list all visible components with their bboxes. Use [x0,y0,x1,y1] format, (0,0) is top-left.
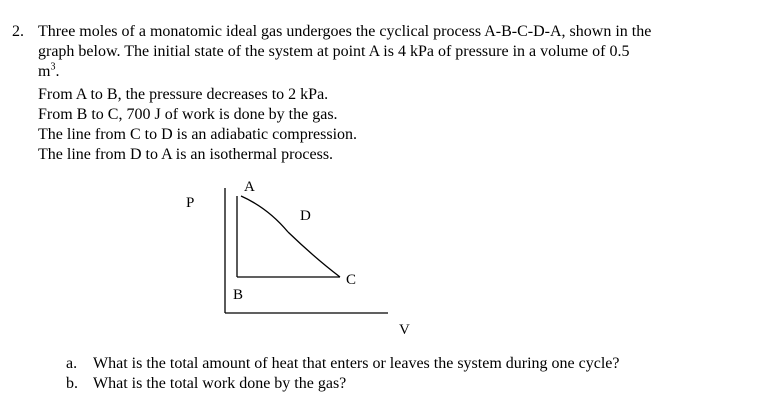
axis-label-v: V [399,322,410,338]
axis-label-p: P [186,195,195,211]
unit-m: m [38,63,51,80]
statement-cd: The line from C to D is an adiabatic compression. [38,126,358,143]
point-label-b: B [233,287,244,303]
question-a-text: What is the total amount of heat that enters or leaves the system during one cycle? [93,355,620,372]
intro-line-2: graph below. The initial state of the system at point A is 4 kPa of pressure in a volume of 0.5 [38,43,630,60]
statement-bc: From B to C, 700 J of work is done by the gas. [38,106,338,123]
path-da [241,196,288,232]
point-label-a: A [244,179,255,195]
question-b-text: What is the total work done by the gas? [93,375,347,392]
question-b-marker: b. [66,375,78,392]
statement-da: The line from D to A is an isothermal process. [38,146,334,163]
question-a-marker: a. [66,355,78,372]
statement-ab: From A to B, the pressure decreases to 2 kPa. [38,86,329,103]
point-label-c: C [346,272,357,288]
point-label-d: D [300,208,311,224]
intro-line-1: Three moles of a monatomic ideal gas undergoes the cyclical process A-B-C-D-A, shown in the [38,23,652,40]
sentence-end: . [55,63,60,80]
unit-exponent: 3 [50,61,56,73]
path-cd [288,232,340,277]
problem-number: 2. [12,23,24,40]
